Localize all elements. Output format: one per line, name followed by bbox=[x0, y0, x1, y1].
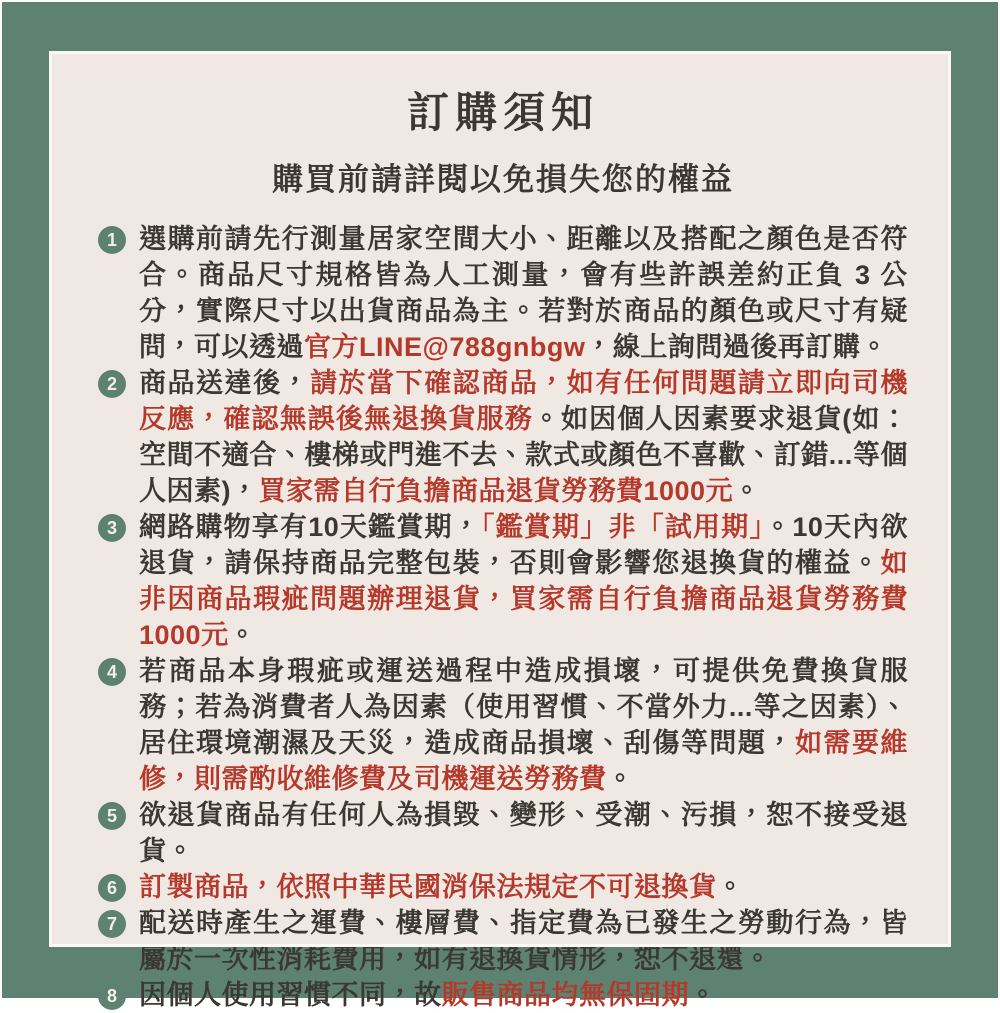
body-text: 配送時產生之運費、樓層費、指定費為已發生之勞動行為，皆屬於一次性消耗費用，如有退換貨情形，恕不退還。 bbox=[139, 908, 908, 974]
notice-panel bbox=[52, 54, 948, 1010]
item-number-badge: 7 bbox=[98, 910, 126, 938]
body-text: 因個人使用習慣不同，故 bbox=[139, 980, 442, 1010]
body-text: 。 bbox=[606, 764, 634, 794]
body-text: 。 bbox=[228, 620, 257, 650]
item-text bbox=[139, 653, 908, 797]
item-number-badge: 3 bbox=[98, 514, 126, 542]
body-text: 網路購物享有10天鑑賞期， bbox=[139, 512, 481, 542]
notice-item bbox=[98, 365, 908, 509]
highlighted-text: 訂製商品，依照中華民國消保法規定不可退換貨 bbox=[139, 872, 717, 902]
highlighted-text: 如非因商品瑕疵問題辦理退貨，買家需自行負擔商品退貨勞務費1000元 bbox=[139, 548, 908, 650]
notice-item bbox=[98, 653, 908, 797]
item-text bbox=[139, 977, 908, 1013]
body-text: 。10天內欲退貨，請保持商品完整包裝，否則會影響您退換貨的權益。 bbox=[139, 512, 908, 578]
item-text bbox=[139, 797, 908, 869]
page-title: 訂購須知 bbox=[406, 89, 599, 136]
highlighted-text: 請於當下確認商品，如有任何問題請立即向司機反應，確認無誤後無退換貨服務 bbox=[139, 368, 909, 434]
body-text: ，線上詢問過後再訂購。 bbox=[585, 332, 888, 362]
notice-item bbox=[98, 509, 908, 653]
body-text: 。 bbox=[716, 872, 744, 902]
notice-list bbox=[98, 221, 908, 1013]
notice-item bbox=[98, 869, 908, 905]
highlighted-text: 「鑑賞期」非「試用期」 bbox=[480, 512, 765, 542]
body-text: 商品送達後， bbox=[139, 368, 311, 398]
highlighted-text: 販售商品均無保固期 bbox=[441, 980, 689, 1010]
body-text: 。 bbox=[733, 476, 761, 506]
highlighted-text: 官方LINE@788gnbgw bbox=[304, 332, 586, 362]
item-number-badge: 4 bbox=[98, 658, 126, 686]
item-number-badge: 8 bbox=[98, 982, 126, 1010]
page-subtitle: 購買前請詳閱以免損失您的權益 bbox=[272, 162, 734, 197]
notice-item bbox=[98, 797, 908, 869]
item-text bbox=[139, 509, 908, 653]
item-number-badge: 6 bbox=[98, 874, 126, 902]
item-text bbox=[139, 221, 908, 365]
notice-item bbox=[98, 905, 908, 977]
item-text bbox=[139, 365, 908, 509]
body-text: 欲退貨商品有任何人為損毀、變形、受潮、污損，恕不接受退貨。 bbox=[139, 800, 908, 866]
notice-item bbox=[98, 221, 908, 365]
highlighted-text: 如需要維修，則需酌收維修費及司機運送勞務費 bbox=[139, 728, 909, 794]
body-text: 。如因個人因素要求退貨(如：空間不適合、樓梯或門進不去、款式或顏色不喜歡、訂錯...等個人因素)， bbox=[139, 404, 909, 506]
item-text bbox=[139, 905, 908, 977]
body-text: 。 bbox=[689, 980, 717, 1010]
item-number-badge: 5 bbox=[98, 802, 126, 830]
item-number-badge: 2 bbox=[98, 370, 126, 398]
highlighted-text: 買家需自行負擔商品退貨勞務費1000元 bbox=[258, 476, 734, 506]
body-text: 選購前請先行測量居家空間大小、距離以及搭配之顏色是否符合。商品尺寸規格皆為人工測量，會有些許誤差約正負 3 公分，實際尺寸以出貨商品為主。若對於商品的顏色或尺寸有疑問，可以透過 bbox=[139, 224, 908, 362]
notice-item bbox=[98, 977, 908, 1013]
item-text bbox=[139, 869, 908, 905]
item-number-badge: 1 bbox=[98, 226, 126, 254]
body-text: 若商品本身瑕疵或運送過程中造成損壞，可提供免費換貨服務；若為消費者人為因素（使用習慣、不當外力...等之因素）、居住環境潮濕及天災，造成商品損壞、刮傷等問題， bbox=[139, 656, 908, 758]
green-frame bbox=[2, 2, 998, 1010]
